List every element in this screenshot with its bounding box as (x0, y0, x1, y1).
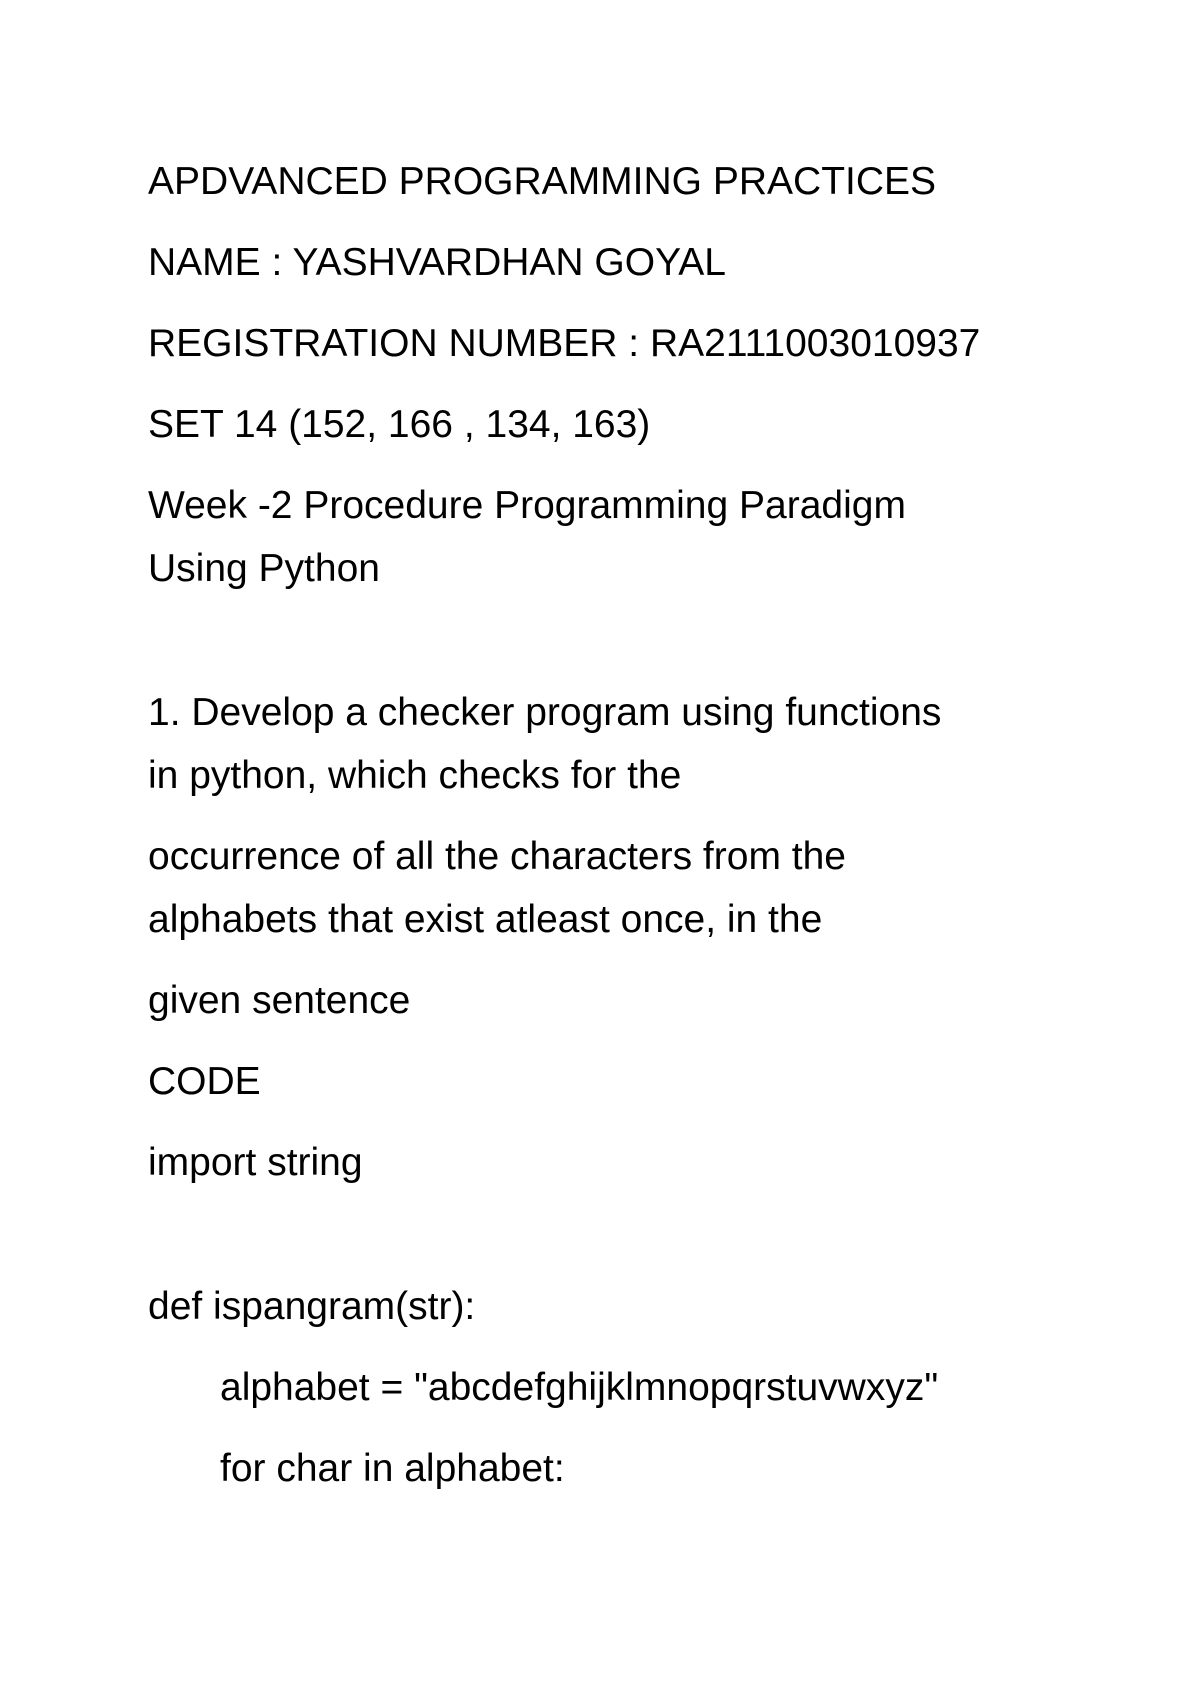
week-heading-line-2: Using Python (148, 547, 380, 590)
blank-line (148, 1194, 1068, 1275)
question-line-4: alphabets that exist atleast once, in the (148, 898, 823, 941)
question-line-3: occurrence of all the characters from the (148, 835, 846, 878)
code-def-line: def ispangram(str): (148, 1285, 476, 1328)
document-title: APDVANCED PROGRAMMING PRACTICES (148, 160, 937, 203)
registration-number: REGISTRATION NUMBER : RA2111003010937 (148, 322, 981, 365)
question-line-1: 1. Develop a checker program using functions (148, 691, 942, 734)
code-alphabet-line: alphabet = "abcdefghijklmnopqrstuvwxyz" (220, 1366, 939, 1409)
week-heading-line-1: Week -2 Procedure Programming Paradigm (148, 484, 906, 527)
student-name: NAME : YASHVARDHAN GOYAL (148, 241, 726, 284)
question-line-2: in python, which checks for the (148, 754, 682, 797)
set-info: SET 14 (152, 166 , 134, 163) (148, 403, 651, 446)
document-content (148, 150, 1068, 1500)
code-label: CODE (148, 1060, 261, 1103)
question-text (148, 681, 1068, 1032)
code-import-line: import string (148, 1141, 363, 1184)
code-for-line: for char in alphabet: (220, 1447, 565, 1490)
blank-line (148, 600, 1068, 681)
week-heading (148, 474, 1068, 600)
question-line-5: given sentence (148, 979, 411, 1022)
